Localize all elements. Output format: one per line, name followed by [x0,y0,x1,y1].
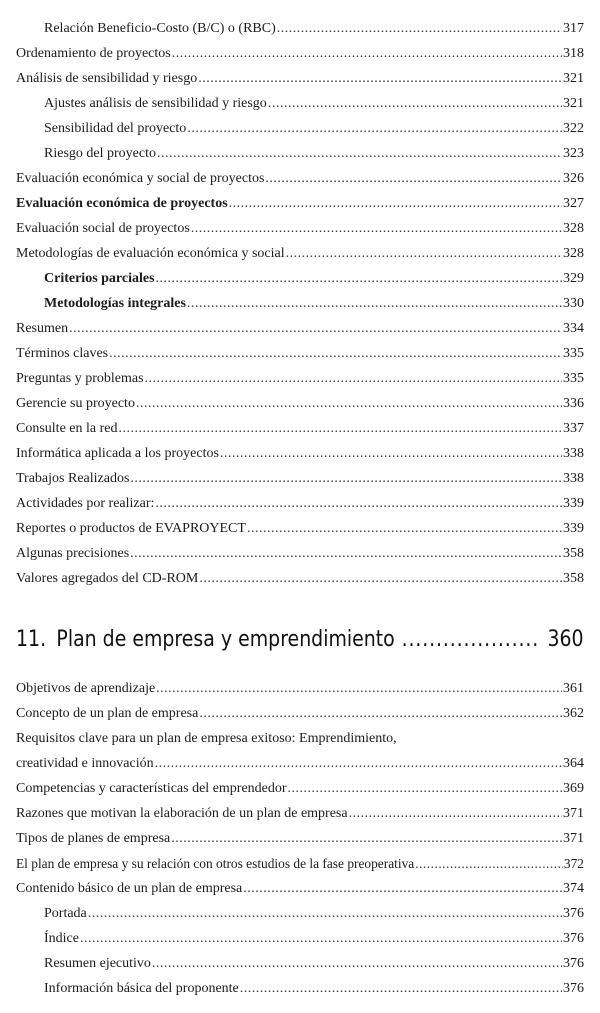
toc-entry-label: Algunas precisiones [16,546,130,561]
toc-entry-label: Actividades por realizar: [16,496,155,511]
toc-entry [16,316,584,341]
toc-entry-label: Competencias y características del emprendedor [16,781,287,796]
chapter-title: Plan de empresa y emprendimiento [56,627,395,652]
toc-entry-label: Evaluación social de proyectos [16,221,190,236]
toc-entry-page: 328 [563,221,584,236]
toc-entry [16,191,584,216]
toc-entry-page: 374 [563,881,584,896]
toc-section-b [16,676,584,1001]
toc-entry-page: 361 [563,681,584,696]
toc-leader-dots [118,416,562,441]
toc-entry-label: Metodologías integrales [44,296,186,311]
toc-leader-dots [199,701,562,726]
toc-entry [16,41,584,66]
toc-entry-label: Términos claves [16,346,109,361]
toc-entry-label: Evaluación económica y social de proyectos [16,171,265,186]
toc-leader-dots [155,751,562,776]
chapter-leader-dots [402,627,541,652]
toc-entry-page: 338 [563,471,584,486]
toc-entry [16,116,584,141]
toc-entry-page: 321 [563,71,584,86]
toc-entry-label: Preguntas y problemas [16,371,144,386]
toc-entry-page: 330 [563,296,584,311]
toc-entry [16,951,584,976]
toc-entry-label: Ajustes análisis de sensibilidad y riesgo [44,96,267,111]
toc-entry-label: Relación Beneficio-Costo (B/C) o (RBC) [44,21,276,36]
toc-entry [16,826,584,851]
toc-entry-label: Riesgo del proyecto [44,146,156,161]
toc-leader-dots [157,141,562,166]
toc-entry [16,676,584,701]
toc-leader-dots [152,951,562,976]
toc-entry-page: 371 [563,831,584,846]
chapter-page: 360 [547,627,584,652]
toc-leader-dots [265,166,562,191]
toc-entry [16,701,584,726]
toc-entry-label-continued: creatividad e innovación [16,756,154,771]
toc-entry [16,266,584,291]
toc-entry-page: 335 [563,371,584,386]
toc-entry-page: 338 [563,446,584,461]
toc-leader-dots [243,876,562,901]
toc-entry-page: 323 [563,146,584,161]
toc-entry-label: Informática aplicada a los proyectos [16,446,219,461]
toc-entry-page: 339 [563,496,584,511]
toc-entry-page: 322 [563,121,584,136]
toc-entry-label: Evaluación económica de proyectos [16,196,228,211]
toc-entry-label: Valores agregados del CD-ROM [16,571,199,586]
toc-leader-dots [220,441,562,466]
toc-leader-dots [191,216,562,241]
toc-entry-page: 358 [563,546,584,561]
toc-leader-dots [136,391,562,416]
toc-entry-page: 376 [563,956,584,971]
toc-entry [16,926,584,951]
toc-entry [16,216,584,241]
toc-leader-dots [156,676,562,701]
toc-entry [16,241,584,266]
toc-entry-page: 358 [563,571,584,586]
toc-entry [16,801,584,826]
toc-entry-page: 335 [563,346,584,361]
toc-entry-page: 337 [563,421,584,436]
toc-entry-page: 327 [563,196,584,211]
toc-entry-page: 326 [563,171,584,186]
chapter-number: 11. [16,627,47,652]
toc-entry-label: Gerencie su proyecto [16,396,135,411]
toc-entry-label: Reportes o productos de EVAPROYECT [16,521,246,536]
toc-entry-label: Tipos de planes de empresa [16,831,171,846]
toc-entry [16,66,584,91]
toc-leader-dots [277,16,562,41]
toc-leader-dots [109,341,562,366]
toc-leader-dots [349,801,562,826]
toc-entry-page: 317 [563,21,584,36]
toc-entry [16,776,584,801]
toc-entry-label: Contenido básico de un plan de empresa [16,881,243,896]
toc-entry [16,516,584,541]
toc-leader-dots [286,241,562,266]
toc-entry-label: Consulte en la red [16,421,118,436]
toc-leader-dots [187,116,562,141]
toc-entry-label: Resumen [16,321,69,336]
toc-entry-page: 376 [563,931,584,946]
toc-entry [16,341,584,366]
toc-entry-label: Trabajos Realizados [16,471,130,486]
toc-entry-page: 329 [563,271,584,286]
toc-entry-page: 339 [563,521,584,536]
toc-leader-dots [172,41,562,66]
toc-entry-page: 372 [563,856,584,871]
toc-entry-page: 364 [563,756,584,771]
toc-entry-page: 321 [563,96,584,111]
toc-leader-dots [187,291,562,316]
toc-entry [16,491,584,516]
toc-entry [16,141,584,166]
toc-entry [16,566,584,591]
toc-entry [16,416,584,441]
toc-entry-page: 328 [563,246,584,261]
toc-entry [16,851,584,876]
toc-entry-label: Portada [44,906,87,921]
toc-entry-label: Índice [44,931,79,946]
toc-leader-dots [130,466,562,491]
toc-entry [16,291,584,316]
toc-entry-label: Sensibilidad del proyecto [44,121,187,136]
toc-entry-label: Análisis de sensibilidad y riesgo [16,71,198,86]
chapter-heading [16,627,584,652]
toc-leader-dots [229,191,562,216]
toc-entry-label: Razones que motivan la elaboración de un plan de empresa [16,806,348,821]
toc-entry-page: 376 [563,981,584,996]
toc-entry-label: Información básica del proponente [44,981,239,996]
toc-entry [16,91,584,116]
toc-entry-page: 369 [563,781,584,796]
toc-entry-page: 376 [563,906,584,921]
toc-leader-dots [171,826,562,851]
toc-entry [16,16,584,41]
toc-entry-label: Metodologías de evaluación económica y social [16,246,285,261]
toc-entry-label: Objetivos de aprendizaje [16,681,156,696]
toc-leader-dots [198,66,562,91]
toc-entry [16,466,584,491]
toc-leader-dots [80,926,562,951]
toc-leader-dots [130,541,562,566]
toc-leader-dots [145,366,562,391]
toc-entry-page: 336 [563,396,584,411]
toc-leader-dots [69,316,562,341]
toc-leader-dots [155,491,562,516]
toc-leader-dots [415,851,563,876]
toc-leader-dots [247,516,562,541]
toc-entry [16,166,584,191]
toc-entry [16,391,584,416]
toc-entry-page: 334 [563,321,584,336]
toc-leader-dots [288,776,562,801]
toc-leader-dots [88,901,562,926]
toc-entry [16,726,584,776]
toc-entry [16,366,584,391]
toc-entry-label: Concepto de un plan de empresa [16,706,199,721]
toc-leader-dots [268,91,562,116]
toc-entry-label: El plan de empresa y su relación con otros estudios de la fase preoperativa [16,856,415,871]
toc-entry-label: Ordenamiento de proyectos [16,46,171,61]
toc-entry [16,976,584,1001]
toc-leader-dots [240,976,562,1001]
toc-entry-page: 371 [563,806,584,821]
toc-entry [16,541,584,566]
toc-entry-page: 362 [563,706,584,721]
toc-entry [16,441,584,466]
toc-leader-dots [156,266,562,291]
toc-section-a [16,16,584,591]
toc-entry-page: 318 [563,46,584,61]
toc-entry-label: Requisitos clave para un plan de empresa exitoso: Emprendimiento, [16,731,397,746]
toc-entry-label: Criterios parciales [44,271,155,286]
toc-entry [16,876,584,901]
toc-leader-dots [199,566,562,591]
toc-entry [16,901,584,926]
toc-entry-label: Resumen ejecutivo [44,956,151,971]
